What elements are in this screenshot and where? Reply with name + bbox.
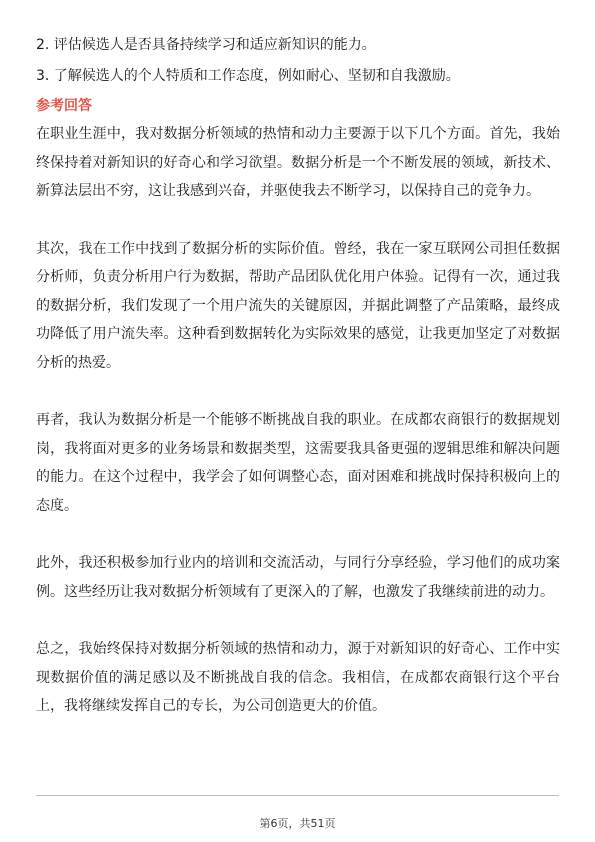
paragraph-3: 再者，我认为数据分析是一个能够不断挑战自我的职业。在成都农商银行的数据规划岗，我将面对更多的业务场景和数据类型，这需要我具备更强的逻辑思维和解决问题的能力。在这个过程中，我学会了如何调整心态，面对困难和挑战时保持积极向上的态度。 [36, 412, 560, 514]
paragraph-4: 此外，我还积极参加行业内的培训和交流活动，与同行分享经验，学习他们的成功案例。这些经历让我对数据分析领域有了更深入的了解，也激发了我继续前进的动力。 [36, 555, 560, 600]
list-item-2: 2. 评估候选人是否具备持续学习和适应新知识的能力。 [36, 37, 376, 53]
list-item-3: 3. 了解候选人的个人特质和工作态度，例如耐心、坚韧和自我激励。 [36, 68, 460, 84]
page-number: 第6页，共51页 [259, 817, 336, 830]
paragraph-1: 在职业生涯中，我对数据分析领域的热情和动力主要源于以下几个方面。首先，我始终保持着对新知识的好奇心和学习欲望。数据分析是一个不断发展的领域，新技术、新算法层出不穷，这让我感到兴奋，并驱使我去不断学习，以保持自己的竞争力。 [36, 126, 560, 199]
footer-divider [36, 795, 559, 796]
paragraph-2: 其次，我在工作中找到了数据分析的实际价值。曾经，我在一家互联网公司担任数据分析师，负责分析用户行为数据，帮助产品团队优化用户体验。记得有一次，通过我的数据分析，我们发现了一个用户流失的关键原因，并据此调整了产品策略，最终成功降低了用户流失率。这种看到数据转化为实际效果的感觉，让我更加坚定了对数据分析的热爱。 [36, 240, 560, 371]
paragraph-5: 总之，我始终保持对数据分析领域的热情和动力，源于对新知识的好奇心、工作中实现数据价值的满足感以及不断挑战自我的信念。我相信，在成都农商银行这个平台上，我将继续发挥自己的专长，为公司创造更大的价值。 [36, 641, 560, 714]
reference-answer-heading: 参考回答 [36, 98, 92, 114]
document-body [36, 30, 560, 721]
